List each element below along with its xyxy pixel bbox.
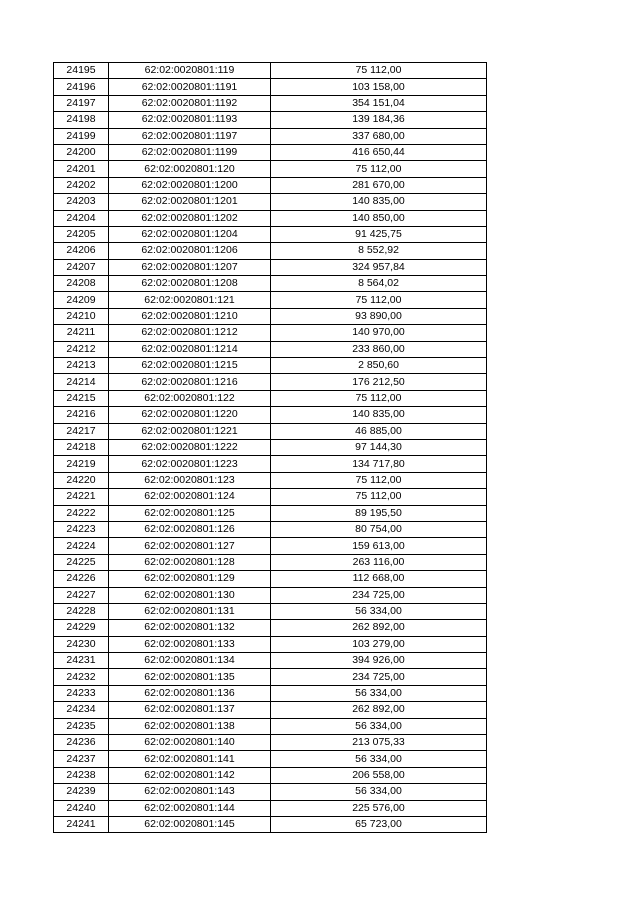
- row-number-cell: 24231: [54, 653, 109, 669]
- value-cell: 234 725,00: [271, 669, 487, 685]
- row-number-cell: 24205: [54, 226, 109, 242]
- cadastral-number-cell: 62:02:0020801:1201: [109, 194, 271, 210]
- row-number-cell: 24195: [54, 63, 109, 79]
- table-row: [54, 63, 487, 79]
- table-row: [54, 128, 487, 144]
- cadastral-number-cell: 62:02:0020801:1208: [109, 276, 271, 292]
- table-row: [54, 784, 487, 800]
- row-number-cell: 24226: [54, 571, 109, 587]
- value-cell: 337 680,00: [271, 128, 487, 144]
- value-cell: 140 835,00: [271, 194, 487, 210]
- row-number-cell: 24235: [54, 718, 109, 734]
- row-number-cell: 24229: [54, 620, 109, 636]
- row-number-cell: 24234: [54, 702, 109, 718]
- table-row: [54, 653, 487, 669]
- cadastral-number-cell: 62:02:0020801:126: [109, 521, 271, 537]
- row-number-cell: 24227: [54, 587, 109, 603]
- cadastral-number-cell: 62:02:0020801:1207: [109, 259, 271, 275]
- row-number-cell: 24225: [54, 554, 109, 570]
- table-row: [54, 243, 487, 259]
- cadastral-number-cell: 62:02:0020801:121: [109, 292, 271, 308]
- row-number-cell: 24232: [54, 669, 109, 685]
- table-row: [54, 538, 487, 554]
- cadastral-number-cell: 62:02:0020801:125: [109, 505, 271, 521]
- table-row: [54, 144, 487, 160]
- value-cell: 262 892,00: [271, 702, 487, 718]
- cadastral-number-cell: 62:02:0020801:127: [109, 538, 271, 554]
- cadastral-number-cell: 62:02:0020801:1223: [109, 456, 271, 472]
- value-cell: 75 112,00: [271, 489, 487, 505]
- row-number-cell: 24216: [54, 407, 109, 423]
- table-row: [54, 456, 487, 472]
- value-cell: 159 613,00: [271, 538, 487, 554]
- value-cell: 75 112,00: [271, 161, 487, 177]
- table-row: [54, 521, 487, 537]
- table-row: [54, 95, 487, 111]
- row-number-cell: 24238: [54, 767, 109, 783]
- row-number-cell: 24223: [54, 521, 109, 537]
- table-row: [54, 620, 487, 636]
- value-cell: 416 650,44: [271, 144, 487, 160]
- row-number-cell: 24217: [54, 423, 109, 439]
- value-cell: 56 334,00: [271, 751, 487, 767]
- row-number-cell: 24214: [54, 374, 109, 390]
- cadastral-number-cell: 62:02:0020801:140: [109, 735, 271, 751]
- cadastral-value-table: [53, 62, 487, 833]
- cadastral-number-cell: 62:02:0020801:136: [109, 685, 271, 701]
- cadastral-number-cell: 62:02:0020801:1199: [109, 144, 271, 160]
- cadastral-number-cell: 62:02:0020801:138: [109, 718, 271, 734]
- value-cell: 281 670,00: [271, 177, 487, 193]
- value-cell: 2 850,60: [271, 358, 487, 374]
- cadastral-number-cell: 62:02:0020801:1197: [109, 128, 271, 144]
- row-number-cell: 24222: [54, 505, 109, 521]
- row-number-cell: 24208: [54, 276, 109, 292]
- cadastral-number-cell: 62:02:0020801:1204: [109, 226, 271, 242]
- table-row: [54, 767, 487, 783]
- row-number-cell: 24221: [54, 489, 109, 505]
- table-row: [54, 226, 487, 242]
- value-cell: 56 334,00: [271, 685, 487, 701]
- table-row: [54, 439, 487, 455]
- row-number-cell: 24239: [54, 784, 109, 800]
- cadastral-number-cell: 62:02:0020801:145: [109, 816, 271, 832]
- row-number-cell: 24215: [54, 390, 109, 406]
- value-cell: 176 212,50: [271, 374, 487, 390]
- cadastral-number-cell: 62:02:0020801:131: [109, 603, 271, 619]
- table-row: [54, 587, 487, 603]
- table-row: [54, 177, 487, 193]
- cadastral-number-cell: 62:02:0020801:1220: [109, 407, 271, 423]
- cadastral-number-cell: 62:02:0020801:120: [109, 161, 271, 177]
- table-row: [54, 194, 487, 210]
- table-row: [54, 210, 487, 226]
- row-number-cell: 24204: [54, 210, 109, 226]
- row-number-cell: 24212: [54, 341, 109, 357]
- table-row: [54, 161, 487, 177]
- row-number-cell: 24197: [54, 95, 109, 111]
- table-row: [54, 276, 487, 292]
- table-row: [54, 718, 487, 734]
- row-number-cell: 24236: [54, 735, 109, 751]
- value-cell: 75 112,00: [271, 63, 487, 79]
- table-row: [54, 603, 487, 619]
- value-cell: 65 723,00: [271, 816, 487, 832]
- row-number-cell: 24213: [54, 358, 109, 374]
- value-cell: 354 151,04: [271, 95, 487, 111]
- value-cell: 75 112,00: [271, 472, 487, 488]
- cadastral-number-cell: 62:02:0020801:144: [109, 800, 271, 816]
- table-row: [54, 489, 487, 505]
- value-cell: 93 890,00: [271, 308, 487, 324]
- value-cell: 56 334,00: [271, 784, 487, 800]
- table-row: [54, 390, 487, 406]
- table-row: [54, 505, 487, 521]
- value-cell: 75 112,00: [271, 390, 487, 406]
- row-number-cell: 24199: [54, 128, 109, 144]
- value-cell: 80 754,00: [271, 521, 487, 537]
- table-row: [54, 308, 487, 324]
- value-cell: 103 158,00: [271, 79, 487, 95]
- cadastral-number-cell: 62:02:0020801:1206: [109, 243, 271, 259]
- value-cell: 134 717,80: [271, 456, 487, 472]
- cadastral-number-cell: 62:02:0020801:137: [109, 702, 271, 718]
- table-row: [54, 554, 487, 570]
- table-row: [54, 735, 487, 751]
- value-cell: 206 558,00: [271, 767, 487, 783]
- value-cell: 225 576,00: [271, 800, 487, 816]
- cadastral-number-cell: 62:02:0020801:1221: [109, 423, 271, 439]
- value-cell: 8 564,02: [271, 276, 487, 292]
- value-cell: 139 184,36: [271, 112, 487, 128]
- cadastral-number-cell: 62:02:0020801:1202: [109, 210, 271, 226]
- cadastral-number-cell: 62:02:0020801:133: [109, 636, 271, 652]
- table-row: [54, 702, 487, 718]
- table-row: [54, 685, 487, 701]
- row-number-cell: 24196: [54, 79, 109, 95]
- row-number-cell: 24220: [54, 472, 109, 488]
- cadastral-number-cell: 62:02:0020801:119: [109, 63, 271, 79]
- value-cell: 46 885,00: [271, 423, 487, 439]
- table-row: [54, 816, 487, 832]
- cadastral-number-cell: 62:02:0020801:1212: [109, 325, 271, 341]
- table-row: [54, 636, 487, 652]
- row-number-cell: 24207: [54, 259, 109, 275]
- value-cell: 56 334,00: [271, 603, 487, 619]
- table-row: [54, 79, 487, 95]
- table-row: [54, 292, 487, 308]
- value-cell: 103 279,00: [271, 636, 487, 652]
- row-number-cell: 24198: [54, 112, 109, 128]
- row-number-cell: 24209: [54, 292, 109, 308]
- row-number-cell: 24240: [54, 800, 109, 816]
- row-number-cell: 24237: [54, 751, 109, 767]
- value-cell: 91 425,75: [271, 226, 487, 242]
- table-row: [54, 112, 487, 128]
- cadastral-number-cell: 62:02:0020801:123: [109, 472, 271, 488]
- cadastral-number-cell: 62:02:0020801:1215: [109, 358, 271, 374]
- cadastral-number-cell: 62:02:0020801:129: [109, 571, 271, 587]
- value-cell: 75 112,00: [271, 292, 487, 308]
- value-cell: 234 725,00: [271, 587, 487, 603]
- value-cell: 394 926,00: [271, 653, 487, 669]
- row-number-cell: 24219: [54, 456, 109, 472]
- cadastral-number-cell: 62:02:0020801:1192: [109, 95, 271, 111]
- cadastral-number-cell: 62:02:0020801:141: [109, 751, 271, 767]
- row-number-cell: 24228: [54, 603, 109, 619]
- row-number-cell: 24201: [54, 161, 109, 177]
- cadastral-number-cell: 62:02:0020801:142: [109, 767, 271, 783]
- cadastral-number-cell: 62:02:0020801:130: [109, 587, 271, 603]
- table-row: [54, 325, 487, 341]
- value-cell: 140 970,00: [271, 325, 487, 341]
- cadastral-number-cell: 62:02:0020801:1210: [109, 308, 271, 324]
- cadastral-number-cell: 62:02:0020801:1200: [109, 177, 271, 193]
- value-cell: 97 144,30: [271, 439, 487, 455]
- value-cell: 8 552,92: [271, 243, 487, 259]
- row-number-cell: 24233: [54, 685, 109, 701]
- value-cell: 112 668,00: [271, 571, 487, 587]
- row-number-cell: 24202: [54, 177, 109, 193]
- row-number-cell: 24203: [54, 194, 109, 210]
- value-cell: 140 835,00: [271, 407, 487, 423]
- value-cell: 213 075,33: [271, 735, 487, 751]
- row-number-cell: 24200: [54, 144, 109, 160]
- cadastral-number-cell: 62:02:0020801:132: [109, 620, 271, 636]
- table-row: [54, 358, 487, 374]
- table-row: [54, 571, 487, 587]
- value-cell: 262 892,00: [271, 620, 487, 636]
- table-row: [54, 472, 487, 488]
- cadastral-number-cell: 62:02:0020801:1216: [109, 374, 271, 390]
- cadastral-number-cell: 62:02:0020801:135: [109, 669, 271, 685]
- value-cell: 233 860,00: [271, 341, 487, 357]
- table-row: [54, 751, 487, 767]
- value-cell: 324 957,84: [271, 259, 487, 275]
- cadastral-number-cell: 62:02:0020801:134: [109, 653, 271, 669]
- table-row: [54, 341, 487, 357]
- table-row: [54, 259, 487, 275]
- cadastral-number-cell: 62:02:0020801:1191: [109, 79, 271, 95]
- table-row: [54, 407, 487, 423]
- row-number-cell: 24230: [54, 636, 109, 652]
- row-number-cell: 24210: [54, 308, 109, 324]
- row-number-cell: 24218: [54, 439, 109, 455]
- cadastral-number-cell: 62:02:0020801:122: [109, 390, 271, 406]
- row-number-cell: 24241: [54, 816, 109, 832]
- table-row: [54, 669, 487, 685]
- value-cell: 263 116,00: [271, 554, 487, 570]
- cadastral-number-cell: 62:02:0020801:124: [109, 489, 271, 505]
- value-cell: 140 850,00: [271, 210, 487, 226]
- row-number-cell: 24211: [54, 325, 109, 341]
- cadastral-number-cell: 62:02:0020801:128: [109, 554, 271, 570]
- value-cell: 56 334,00: [271, 718, 487, 734]
- cadastral-number-cell: 62:02:0020801:1193: [109, 112, 271, 128]
- value-cell: 89 195,50: [271, 505, 487, 521]
- table-row: [54, 374, 487, 390]
- row-number-cell: 24224: [54, 538, 109, 554]
- row-number-cell: 24206: [54, 243, 109, 259]
- table-body: [54, 63, 487, 833]
- cadastral-number-cell: 62:02:0020801:143: [109, 784, 271, 800]
- table-row: [54, 423, 487, 439]
- cadastral-number-cell: 62:02:0020801:1214: [109, 341, 271, 357]
- cadastral-number-cell: 62:02:0020801:1222: [109, 439, 271, 455]
- table-row: [54, 800, 487, 816]
